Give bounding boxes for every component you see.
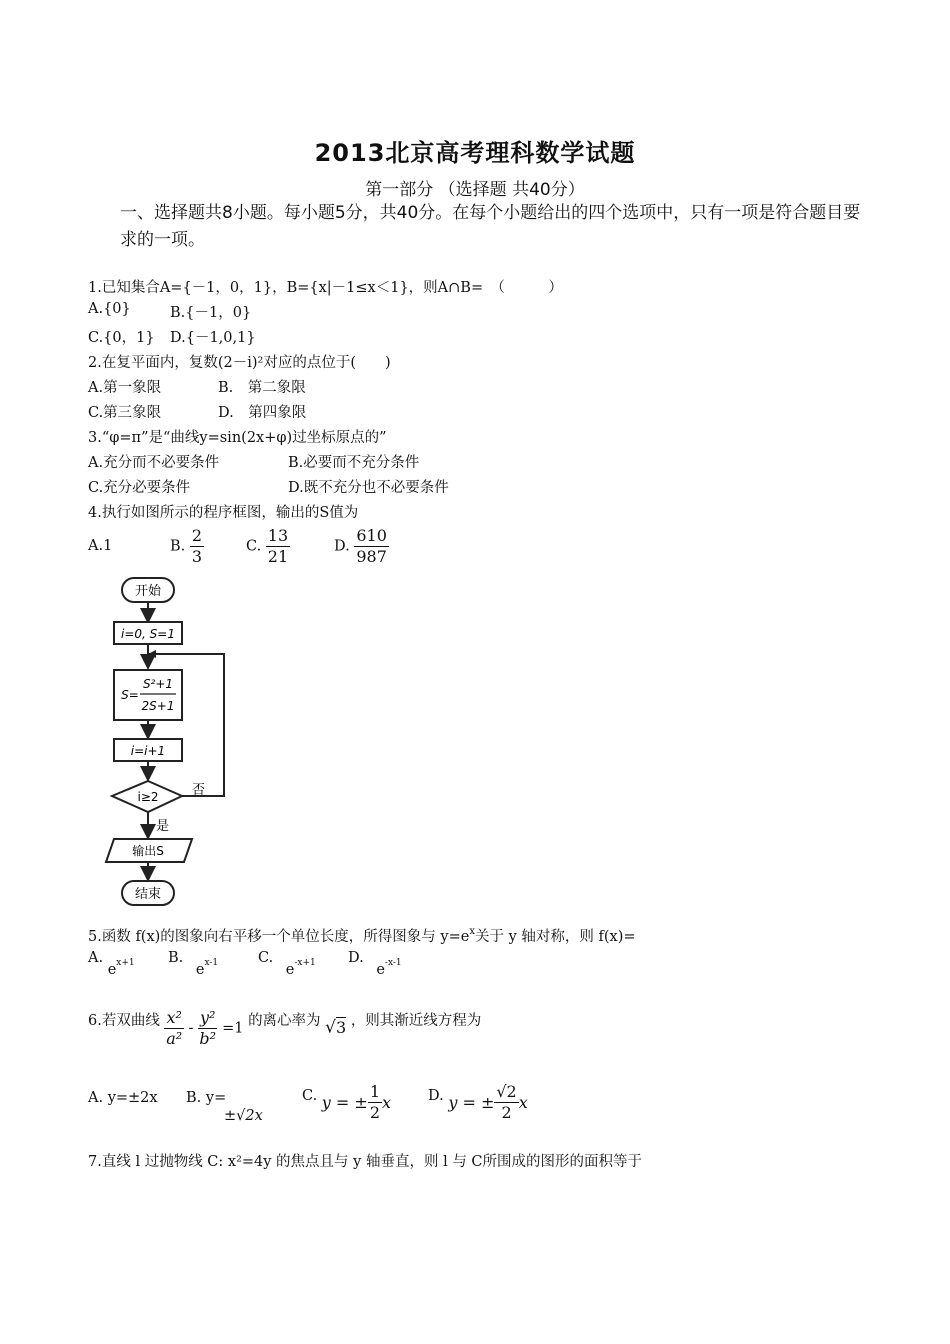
fraction-numerator: x² <box>166 1008 182 1027</box>
q5-stem-part2: 关于 y 轴对称，则 f(x)= <box>474 929 636 945</box>
fraction-numerator: 610 <box>356 526 387 545</box>
q6-option-b-expr: ±√2x <box>224 1108 263 1124</box>
q7-stem: 7.直线 l 过抛物线 C: x²=4y 的焦点且与 y 轴垂直，则 l 与 C所围成的图形的面积等于 <box>88 1154 643 1170</box>
fraction-numerator: y² <box>200 1008 216 1027</box>
q1-option-b: B.{－1，0} <box>170 305 252 321</box>
q5-option-b <box>168 950 219 978</box>
flow-init-label: i=0, S=1 <box>121 627 175 641</box>
q5-option-a-base: e <box>107 962 117 978</box>
flow-assign-denominator: 2S+1 <box>141 699 175 713</box>
q2-option-c: C.第三象限 <box>88 405 162 421</box>
q2-stem: 2.在复平面内，复数(2－i)²对应的点位于( ) <box>88 355 391 371</box>
q6-fraction-y <box>198 1008 217 1049</box>
q2-option-b: B. 第二象限 <box>218 380 306 396</box>
q4-option-d-label: D. <box>334 538 350 555</box>
q4-option-c <box>246 526 290 567</box>
flow-yes-label: 是 <box>156 819 170 834</box>
fraction-numerator: 1 <box>369 1082 381 1101</box>
q4-option-b-fraction <box>190 526 204 567</box>
q5-option-b-label: B. <box>168 950 184 966</box>
q6-option-c-fraction <box>368 1082 382 1123</box>
q6-option-a: A. y=±2x <box>88 1090 158 1106</box>
q6-option-b <box>186 1090 263 1124</box>
q1-option-a: A.{0} <box>88 301 131 317</box>
q2-option-a: A.第一象限 <box>88 380 162 396</box>
q4-option-a: A.1 <box>88 538 113 554</box>
fraction-numerator: 2 <box>191 526 203 545</box>
q4-option-b-label: B. <box>170 538 186 555</box>
q4-option-b <box>170 526 204 567</box>
q6-stem-part1: 6.若双曲线 <box>88 1013 160 1029</box>
flow-assign-numerator: S²+1 <box>142 677 174 691</box>
flow-no-label: 否 <box>192 783 206 798</box>
flow-increment-label: i=i+1 <box>130 744 166 758</box>
q1-option-d: D.{－1,0,1} <box>170 330 256 346</box>
q6-option-c-label: C. <box>302 1088 318 1104</box>
q5-option-a <box>88 950 135 978</box>
q5-option-c-label: C. <box>258 950 274 966</box>
q3-option-a: A.充分而不必要条件 <box>88 455 220 471</box>
q6-option-d-fraction <box>494 1082 518 1123</box>
q6-option-c-lhs: y = ± <box>321 1093 368 1112</box>
q6-equals-one: =1 <box>222 1020 244 1037</box>
q6-radicand: 3 <box>336 1017 347 1037</box>
q6-option-d-lhs: y = ± <box>448 1093 495 1112</box>
q5-option-d-base: e <box>376 962 385 978</box>
part-heading: 第一部分 （选择题 共40分） <box>365 180 585 200</box>
flow-condition-label: i≥2 <box>137 790 159 804</box>
q5-option-a-label: A. <box>88 950 104 966</box>
flow-loop-arrowhead <box>148 650 156 658</box>
q6-option-c-rhs: x <box>382 1093 392 1112</box>
q2-option-d: D. 第四象限 <box>218 405 307 421</box>
fraction-denominator: 2 <box>501 1103 512 1122</box>
q4-option-c-label: C. <box>246 538 262 555</box>
flow-assign-lhs: S= <box>121 688 139 702</box>
flow-end-label: 结束 <box>134 887 162 902</box>
q3-option-c: C.充分必要条件 <box>88 480 191 496</box>
q1-option-c: C.{0，1} <box>88 330 155 346</box>
fraction-denominator: a² <box>166 1029 183 1048</box>
q6-option-d-rhs: x <box>518 1093 528 1112</box>
q4-stem: 4.执行如图所示的程序框图，输出的S值为 <box>88 505 359 521</box>
q5-option-d-label: D. <box>348 950 364 966</box>
q5-stem-exponent: x <box>469 926 475 937</box>
q6-stem-part3: ，则其渐近线方程为 <box>350 1013 482 1029</box>
fraction-denominator: 21 <box>267 547 289 566</box>
q1-stem: 1.已知集合A={－1，0，1}，B={x|－1≤x＜1}，则A∩B= （ ） <box>88 280 563 296</box>
q5-stem <box>88 925 636 946</box>
flow-start-label: 开始 <box>134 584 162 599</box>
q5-option-c <box>258 950 316 978</box>
q5-option-d <box>348 950 402 978</box>
q4-option-c-fraction <box>266 526 290 567</box>
q6-stem <box>88 1008 481 1049</box>
q5-option-b-base: e <box>195 962 205 978</box>
fraction-numerator: 13 <box>267 526 289 545</box>
q6-option-c <box>302 1082 391 1123</box>
q6-option-d-label: D. <box>428 1088 444 1104</box>
fraction-denominator: 3 <box>191 547 203 566</box>
program-flowchart <box>100 572 240 917</box>
q3-stem: 3.“φ=π”是“曲线y=sin(2x+φ)过坐标原点的” <box>88 430 387 446</box>
page-title: 2013北京高考理科数学试题 <box>314 139 636 167</box>
q5-option-c-base: e <box>285 962 295 978</box>
q6-minus-sign: - <box>188 1020 194 1037</box>
q6-fraction-x <box>164 1008 183 1049</box>
fraction-denominator: 987 <box>356 547 387 566</box>
q4-option-d-fraction <box>354 526 389 567</box>
q4-option-d <box>334 526 389 567</box>
fraction-denominator: 2 <box>369 1103 381 1122</box>
q3-option-b: B.必要而不充分条件 <box>288 455 420 471</box>
section-instructions: 一、选择题共8小题。每小题5分，共40分。在每个小题给出的四个选项中，只有一项是符合题目要求的一项。 <box>120 203 861 250</box>
q5-option-b-exponent: x-1 <box>204 958 219 968</box>
flow-output-label: 输出S <box>132 844 164 858</box>
q6-option-d <box>428 1082 528 1123</box>
q5-option-d-exponent: -x-1 <box>384 958 402 968</box>
fraction-numerator: √2 <box>496 1082 517 1101</box>
q5-option-a-exponent: x+1 <box>116 958 135 968</box>
q6-option-b-label: B. y= <box>186 1090 227 1106</box>
q3-option-d: D.既不充分也不必要条件 <box>288 480 449 496</box>
q6-sqrt-sign: √ <box>325 1017 337 1038</box>
q5-option-c-exponent: -x+1 <box>294 958 316 968</box>
fraction-denominator: b² <box>199 1029 217 1048</box>
q5-stem-part1: 5.函数 f(x)的图象向右平移一个单位长度，所得图象与 y=e <box>88 929 470 945</box>
q6-stem-part2: 的离心率为 <box>248 1013 321 1029</box>
